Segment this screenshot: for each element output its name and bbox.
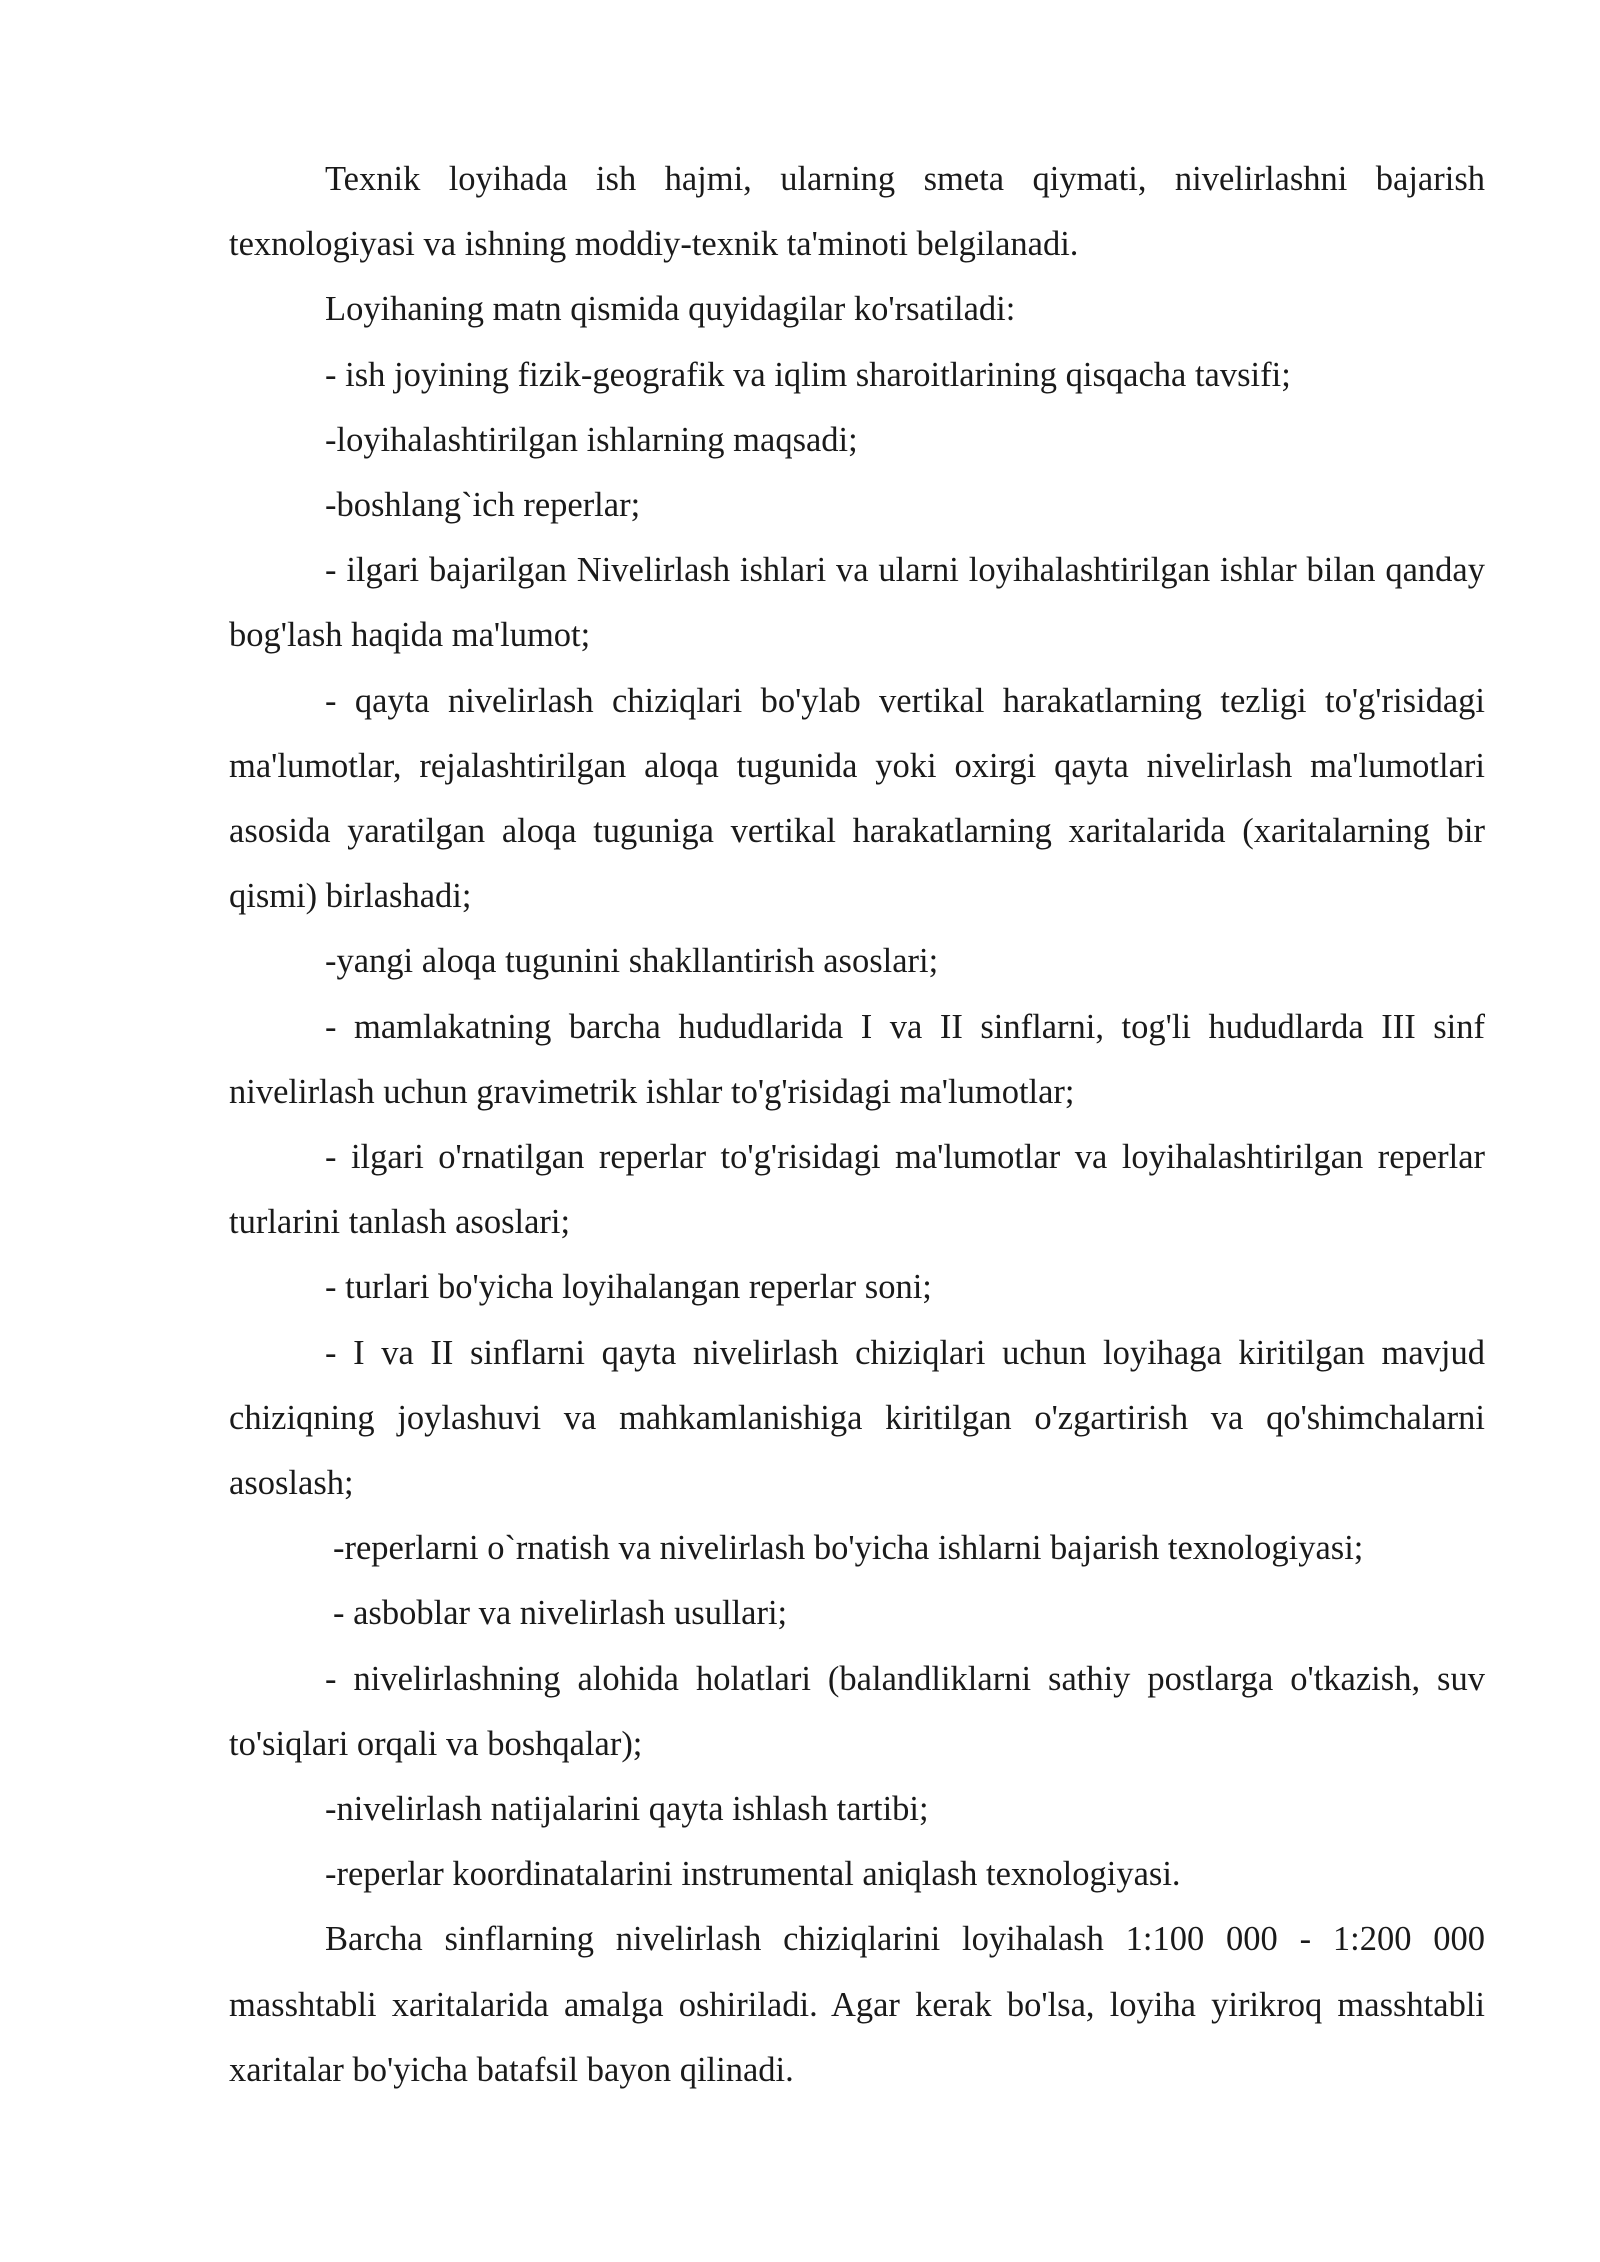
list-item: - turlari bo'yicha loyihalangan reperlar soni;	[325, 1268, 932, 1307]
list-item: - mamlakatning barcha hududlarida I va II sinflarni, tog'li hududlarda III sinf nivelirlash uchun gravimetrik ishlar to'g'risidagi ma'lumotlar;	[229, 1007, 1485, 1111]
list-item: - asboblar va nivelirlash usullari;	[333, 1594, 788, 1633]
list-item: -nivelirlash natijalarini qayta ishlash tartibi;	[325, 1790, 929, 1829]
list-item: -yangi aloqa tugunini shakllantirish asoslari;	[325, 942, 939, 981]
list-item: -loyihalashtirilgan ishlarning maqsadi;	[325, 420, 858, 459]
list-item: - nivelirlashning alohida holatlari (balandliklarni sathiy postlarga o'tkazish, suv to'siqlari orqali va boshqalar);	[229, 1659, 1485, 1763]
document-page	[229, 147, 1485, 2103]
list-item: - ilgari o'rnatilgan reperlar to'g'risidagi ma'lumotlar va loyihalashtirilgan reperlar turlarini tanlash asoslari;	[229, 1138, 1485, 1242]
list-item: -reperlar koordinatalarini instrumental aniqlash texnologiyasi.	[325, 1855, 1181, 1894]
list-item: -boshlang`ich reperlar;	[325, 486, 641, 525]
list-item: - ish joyining fizik-geografik va iqlim sharoitlarining qisqacha tavsifi;	[325, 355, 1291, 394]
paragraph-list-heading: Loyihaning matn qismida quyidagilar ko'rsatiladi:	[325, 290, 1016, 329]
paragraph-intro: Texnik loyihada ish hajmi, ularning smeta qiymati, nivelirlashni bajarish texnologiyasi va ishning moddiy-texnik ta'minoti belgilanadi.	[229, 160, 1485, 264]
list-item: - qayta nivelirlash chiziqlari bo'ylab vertikal harakatlarning tezligi to'g'risidagi ma'lumotlar, rejalashtirilgan aloqa tugunida yoki oxirgi qayta nivelirlash ma'lumotlari asosida yaratilgan aloqa tuguniga vertikal harakatlarning xaritalarida (xaritalarning bir qismi) birlashadi;	[229, 681, 1485, 916]
paragraph-conclusion: Barcha sinflarning nivelirlash chiziqlarini loyihalash 1:100 000 - 1:200 000 masshtabli xaritalarida amalga oshiriladi. Agar kerak bo'lsa, loyiha yirikroq masshtabli xaritalar bo'yicha batafsil bayon qilinadi.	[229, 1920, 1485, 2089]
list-item: - ilgari bajarilgan Nivelirlash ishlari va ularni loyihalashtirilgan ishlar bilan qanday bog'lash haqida ma'lumot;	[229, 551, 1485, 655]
list-item: - I va II sinflarni qayta nivelirlash chiziqlari uchun loyihaga kiritilgan mavjud chiziqning joylashuvi va mahkamlanishiga kiritilgan o'zgartirish va qo'shimchalarni asoslash;	[229, 1333, 1485, 1503]
list-item: -reperlarni o`rnatish va nivelirlash bo'yicha ishlarni bajarish texnologiyasi;	[333, 1529, 1364, 1568]
